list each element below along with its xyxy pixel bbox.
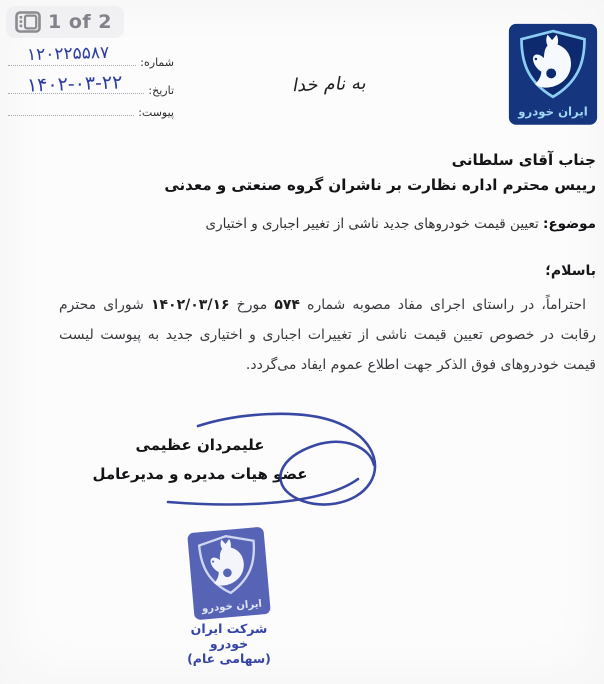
page-indicator-badge[interactable] bbox=[6, 6, 124, 38]
attachment-dotted-line bbox=[8, 115, 134, 116]
page-indicator-label: 1 of 2 bbox=[48, 11, 112, 33]
number-dotted-line bbox=[8, 65, 136, 66]
body-part-2: مورخ bbox=[229, 297, 275, 313]
recipient-block bbox=[164, 148, 596, 198]
signatory-title: عضو هیات مدیره و مدیرعامل bbox=[92, 465, 308, 483]
signatory-name: علیمردان عظیمی bbox=[135, 436, 265, 454]
iran-khodro-stamp-icon bbox=[186, 526, 271, 621]
stamp-wordmark: ایران خودرو bbox=[201, 598, 263, 615]
handwritten-date: ۱۴۰۲-۰۳-۲۲ bbox=[26, 71, 123, 97]
body-paragraph bbox=[59, 290, 596, 380]
attachment-label: پیوست: bbox=[138, 106, 174, 119]
body-part-3: شورای محترم رقابت در خصوص تعیین قیمت ناشی از تغییرات اجباری و اختیاری جدید به پیوست لیست قیمت خودروهای فوق الذکر جهت اطلاع عموم ایفاد می‌گردد. bbox=[59, 297, 596, 373]
subject-line bbox=[206, 216, 597, 232]
subject-label: موضوع: bbox=[543, 216, 596, 232]
subject-text: تعیین قیمت خودروهای جدید ناشی از تغییر اجباری و اختیاری bbox=[205, 216, 539, 232]
date-label: تاریخ: bbox=[148, 84, 174, 97]
iran-khodro-logo bbox=[508, 23, 598, 126]
stamp-company-name: شرکت ایران خودرو bbox=[190, 620, 268, 651]
recipient-title: رییس محترم اداره نظارت بر ناشران گروه صنعتی و معدنی bbox=[164, 176, 596, 194]
handwritten-letter-number: ۱۲۰۲۲۵۵۸۷ bbox=[26, 42, 110, 66]
logo-wordmark: ایران خودرو bbox=[518, 104, 588, 119]
bismillah-text: به نام خدا bbox=[291, 72, 369, 97]
iran-khodro-logo-icon bbox=[508, 23, 598, 126]
handwritten-signature-icon bbox=[148, 408, 390, 516]
body-part-1: احتراماً، در راستای اجرای مفاد مصوبه شماره bbox=[299, 297, 586, 313]
resolution-date: ۱۴۰۲/۰۳/۱۶ bbox=[150, 297, 230, 313]
stamp-share-type: (سهامی عام) bbox=[187, 650, 271, 666]
salutation-text: باسلام؛ bbox=[545, 263, 596, 279]
recipient-name: جناب آقای سلطانی bbox=[451, 151, 596, 169]
number-label: شماره: bbox=[140, 56, 174, 69]
resolution-number: ۵۷۴ bbox=[274, 297, 300, 313]
gallery-pages-icon bbox=[15, 11, 41, 33]
company-stamp bbox=[170, 529, 288, 666]
attachment-field-row bbox=[8, 97, 174, 119]
